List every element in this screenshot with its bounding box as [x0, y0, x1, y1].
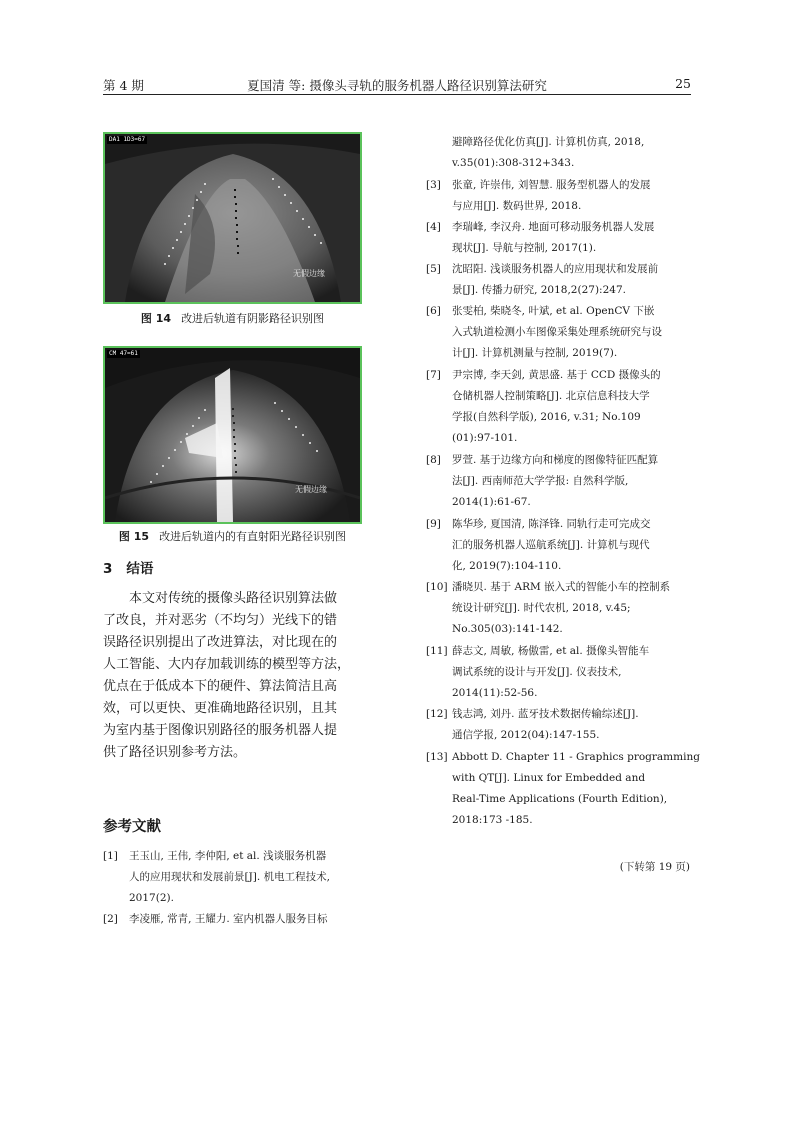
reference-line: 人的应用现状和发展前景[J]. 机电工程技术,	[129, 871, 330, 883]
reference-line: v.35(01):308-312+343.	[452, 157, 575, 169]
reference-number: [10]	[426, 581, 448, 593]
reference-text	[452, 577, 670, 640]
figure-15-caption-text: 改进后轨道内的有直射阳光路径识别图	[159, 530, 347, 543]
section-heading	[103, 557, 167, 577]
reference-line: 2018:173 -185.	[452, 814, 533, 826]
figure-14-overlay-label: 无假边缘	[293, 269, 325, 278]
reference-line: 尹宗博, 李天剑, 黄思盛. 基于 CCD 摄像头的	[452, 369, 661, 381]
reference-line: 罗萱. 基于边缘方向和梯度的图像特征匹配算	[452, 454, 659, 466]
reference-number: [13]	[426, 751, 448, 763]
reference-number: [9]	[426, 518, 441, 530]
reference-text	[452, 747, 700, 831]
figure-15-number: 图 15	[118, 530, 150, 543]
figure-15-caption	[103, 528, 362, 544]
reference-line: 学报(自然科学版), 2016, v.31; No.109	[452, 411, 641, 423]
reference-line: 沈昭阳. 浅谈服务机器人的应用现状和发展前	[452, 263, 659, 275]
reference-line: No.305(03):141-142.	[452, 623, 563, 635]
issue-number: 第 4 期	[103, 78, 144, 93]
figure-15-overlay-label: 无假边缘	[295, 485, 327, 494]
reference-line: 计[J]. 计算机测量与控制, 2019(7).	[452, 347, 618, 359]
figure-14-caption	[103, 310, 362, 326]
figure-15-frame-tag: CM 47=61	[109, 350, 138, 357]
reference-line: 化, 2019(7):104-110.	[452, 560, 562, 572]
reference-line: 潘晓贝. 基于 ARM 嵌入式的智能小车的控制系	[452, 581, 671, 593]
reference-number: [3]	[426, 179, 441, 191]
reference-line: with QT[J]. Linux for Embedded and	[452, 772, 646, 784]
reference-text	[452, 301, 662, 364]
paragraph-line: 为室内基于图像识别路径的服务机器人提	[103, 723, 338, 738]
reference-line: 陈华珍, 夏国清, 陈泽锋. 同轨行走可完成交	[452, 518, 651, 530]
reference-number: [2]	[103, 913, 118, 925]
reference-line: 景[J]. 传播力研究, 2018,2(27):247.	[452, 284, 626, 296]
conclusion-paragraph	[103, 588, 369, 764]
references-heading: 参考文献	[103, 819, 161, 835]
reference-line: 调试系统的设计与开发[J]. 仪表技术,	[452, 666, 622, 678]
reference-line: 薛志文, 周敏, 杨傲雷, et al. 摄像头智能车	[452, 645, 650, 657]
figure-15	[103, 346, 362, 546]
reference-text	[452, 365, 661, 449]
reference-text	[452, 259, 658, 301]
reference-text	[452, 175, 651, 217]
reference-line: 入式轨道检测小车图像采集处理系统研究与设	[452, 326, 662, 338]
reference-line: 2017(2).	[129, 892, 174, 904]
reference-line: 李凌雁, 常青, 王耀力. 室内机器人服务目标	[129, 913, 328, 925]
reference-text	[452, 514, 651, 577]
paragraph-line: 人工智能、大内存加载训练的模型等方法，	[103, 657, 351, 672]
reference-text	[452, 217, 654, 259]
reference-number: [8]	[426, 454, 441, 466]
reference-line: 统设计研究[J]. 时代农机, 2018, v.45;	[452, 602, 631, 614]
reference-number: [5]	[426, 263, 441, 275]
reference-line: 法[J]. 西南师范大学学报: 自然科学版,	[452, 475, 629, 487]
continuation-note: (下转第 19 页)	[619, 861, 690, 873]
reference-line: 仓储机器人控制策略[J]. 北京信息科技大学	[452, 390, 650, 402]
reference-text	[129, 909, 328, 930]
paragraph-line: 效，可以更快、更准确地路径识别，且其	[103, 701, 338, 716]
reference-text	[129, 846, 330, 909]
paragraph-line: 供了路径识别参考方法。	[103, 745, 247, 760]
reference-number: [6]	[426, 305, 441, 317]
figure-15-image	[103, 346, 362, 524]
reference-line: 2014(11):52-56.	[452, 687, 538, 699]
reference-line: 与应用[J]. 数码世界, 2018.	[452, 200, 582, 212]
paragraph-line: 本文对传统的摄像头路径识别算法做	[129, 591, 338, 606]
reference-line: 2014(1):61-67.	[452, 496, 531, 508]
figure-14-image	[103, 132, 362, 304]
reference-number: [11]	[426, 645, 448, 657]
figure-14	[103, 132, 362, 332]
reference-line: 李瑞峰, 李汉舟. 地面可移动服务机器人发展	[452, 221, 655, 233]
reference-line: 张雯柏, 柴晓冬, 叶斌, et al. OpenCV 下嵌	[452, 305, 655, 317]
reference-number: [4]	[426, 221, 441, 233]
figure-14-frame-tag: DA1 1D3=67	[109, 136, 146, 143]
paragraph-line: 了改良，并对恶劣（不均匀）光线下的错	[103, 613, 338, 628]
paragraph-line: 优点在于低成本下的硬件、算法简洁且高	[103, 679, 338, 694]
reference-line: Real-Time Applications (Fourth Edition),	[452, 793, 668, 805]
reference-text	[452, 132, 644, 174]
reference-line: 王玉山, 王伟, 李仲阳, et al. 浅谈服务机器	[129, 850, 327, 862]
running-title: 夏国清 等: 摄像头寻轨的服务机器人路径识别算法研究	[247, 78, 547, 93]
reference-line: 现状[J]. 导航与控制, 2017(1).	[452, 242, 597, 254]
reference-line: 钱志鸿, 刘丹. 蓝牙技术数据传输综述[J].	[452, 708, 639, 720]
reference-number: [1]	[103, 850, 118, 862]
reference-line: 汇的服务机器人巡航系统[J]. 计算机与现代	[452, 539, 650, 551]
page-number: 25	[675, 76, 691, 91]
reference-text	[452, 704, 639, 746]
reference-line: 张童, 许崇伟, 刘智慧. 服务型机器人的发展	[452, 179, 651, 191]
figure-14-caption-text: 改进后轨道有阴影路径识别图	[181, 312, 325, 325]
reference-line: (01):97-101.	[452, 432, 518, 444]
track-sunlight-photo	[105, 348, 360, 522]
reference-number: [7]	[426, 369, 441, 381]
figure-14-number: 图 14	[140, 312, 172, 325]
reference-text	[452, 450, 658, 513]
reference-line: 避障路径优化仿真[J]. 计算机仿真, 2018,	[452, 136, 645, 148]
reference-text	[452, 641, 649, 704]
section-title: 结语	[126, 561, 154, 577]
running-header	[103, 74, 691, 95]
paragraph-line: 误路径识别提出了改进算法，对比现在的	[103, 635, 338, 650]
reference-line: Abbott D. Chapter 11 - Graphics programming	[452, 751, 700, 763]
section-number: 3	[103, 561, 113, 577]
reference-number: [12]	[426, 708, 448, 720]
reference-line: 通信学报, 2012(04):147-155.	[452, 729, 600, 741]
